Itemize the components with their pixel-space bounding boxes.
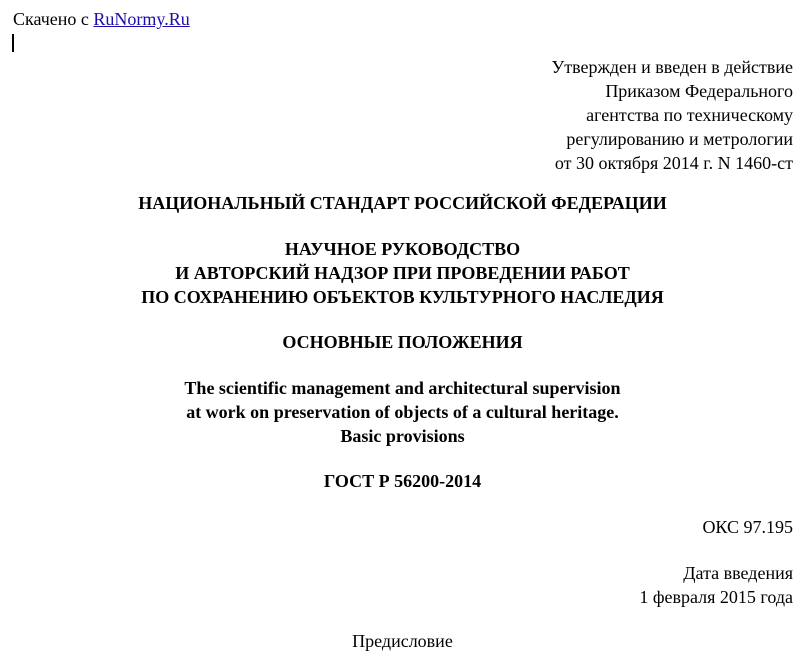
document-title	[0, 237, 799, 309]
english-title	[0, 376, 799, 448]
approval-line: от 30 октября 2014 г. N 1460-ст	[554, 153, 793, 173]
approval-block	[551, 55, 793, 175]
english-title-line: at work on preservation of objects of a cultural heritage.	[186, 402, 619, 422]
approval-line: Утвержден и введен в действие	[551, 57, 793, 77]
approval-line: регулированию и метрологии	[566, 129, 793, 149]
document-subtitle: ОСНОВНЫЕ ПОЛОЖЕНИЯ	[282, 332, 523, 352]
download-source-line	[13, 8, 190, 30]
intro-date-label: Дата введения	[683, 563, 793, 583]
gost-code: ГОСТ Р 56200-2014	[323, 471, 482, 491]
english-title-line: The scientific management and architectural supervision	[184, 378, 621, 398]
preface-heading: Предисловие	[352, 631, 453, 651]
text-cursor	[12, 34, 14, 52]
document-title-line: НАУЧНОЕ РУКОВОДСТВО	[284, 239, 521, 259]
document-title-line: И АВТОРСКИЙ НАДЗОР ПРИ ПРОВЕДЕНИИ РАБОТ	[175, 263, 630, 283]
approval-line: Приказом Федерального	[605, 81, 793, 101]
approval-line: агентства по техническому	[586, 105, 793, 125]
national-standard-title: НАЦИОНАЛЬНЫЙ СТАНДАРТ РОССИЙСКОЙ ФЕДЕРАЦИИ	[138, 193, 667, 213]
download-prefix-text: Скачено с	[13, 9, 94, 29]
english-title-line: Basic provisions	[340, 426, 465, 446]
oks-code: ОКС 97.195	[702, 517, 793, 537]
document-title-line: ПО СОХРАНЕНИЮ ОБЪЕКТОВ КУЛЬТУРНОГО НАСЛЕДИЯ	[141, 287, 664, 307]
intro-date: 1 февраля 2015 года	[639, 587, 793, 607]
runormy-link[interactable]: RuNormy.Ru	[93, 9, 190, 29]
